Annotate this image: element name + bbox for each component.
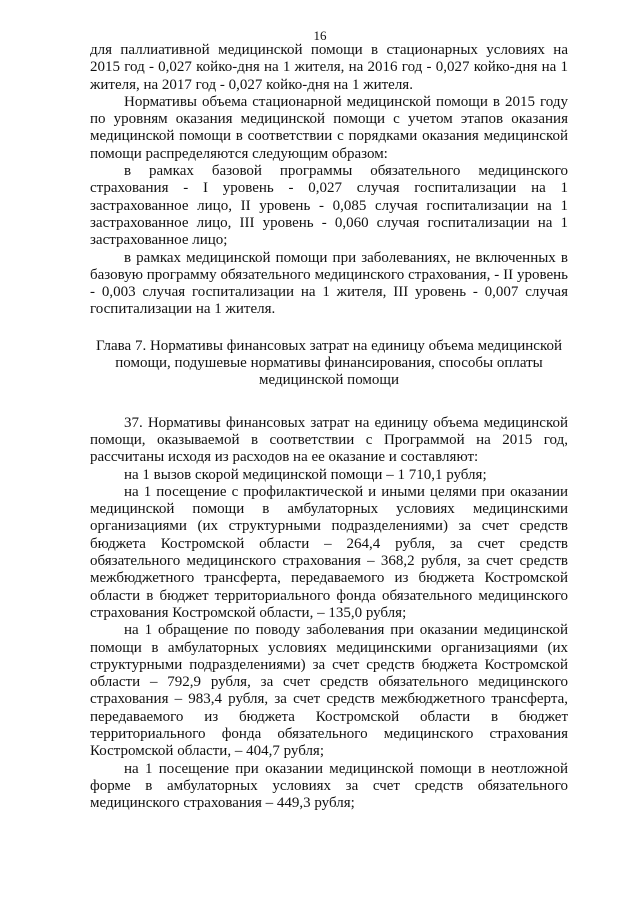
paragraph-37-intro: 37. Нормативы финансовых затрат на единицу объема медицинской помощи, оказываемой в соответствии с Программой на 2015 год, рассчитаны исходя из расходов на ее оказание и составляют: (90, 414, 568, 466)
paragraph-non-basic-program-levels: в рамках медицинской помощи при заболеваниях, не включенных в базовую программу обязательного медицинского страхования, - II уровень - 0,003 случая госпитализации на 1 жителя, III уровень - 0,007 случая госпитализации на 1 жителя. (90, 249, 568, 318)
paragraph-basic-program-levels: в рамках базовой программы обязательного медицинского страхования - I уровень - 0,027 случая госпитализации на 1 застрахованное лицо, II уровень - 0,085 случая госпитализации на 1 застрахованное лицо, III уровень - 0,060 случая госпитализации на 1 застрахованное лицо; (90, 163, 568, 249)
chapter-7-heading: Глава 7. Нормативы финансовых затрат на единицу объема медицинской помощи, подушевые нормативы финансирования, способы оплаты медицинской помощи (95, 337, 563, 389)
paragraph-urgent-visit-cost: на 1 посещение при оказании медицинской помощи в неотложной форме в амбулаторных условиях за счет средств обязательного медицинского страхования – 449,3 рубля; (90, 760, 568, 812)
document-body (90, 42, 568, 812)
paragraph-inpatient-volume-norms: Нормативы объема стационарной медицинской помощи в 2015 году по уровням оказания медицинской помощи с учетом этапов оказания медицинской помощи в соответствии с порядками оказания медицинской помощи распределяются следующим образом: (90, 93, 568, 162)
paragraph-ambulance-call-cost: на 1 вызов скорой медицинской помощи – 1 710,1 рубля; (124, 466, 487, 483)
page-number: 16 (313, 28, 327, 43)
paragraph-palliative-norms: для паллиативной медицинской помощи в стационарных условиях на 2015 год - 0,027 койко-дня на 1 жителя, на 2016 год - 0,027 койко-дня на 1 жителя, на 2017 год - 0,027 койко-дня на 1 жителя. (90, 42, 568, 93)
paragraph-preventive-visit-cost: на 1 посещение с профилактической и иными целями при оказании медицинской помощи в амбулаторных условиях медицинскими организациями (их структурными подразделениями) за счет средств бюджета Костромской области – 264,4 рубля, за счет средств обязательного медицинского страхования – 368,2 рубля, за счет средств межбюджетного трансферта, передаваемого из бюджета Костромской области в бюджет территориального фонда обязательного медицинского страхования Костромской области, – 135,0 рубля; (90, 483, 568, 621)
paragraph-disease-visit-cost: на 1 обращение по поводу заболевания при оказании медицинской помощи в амбулаторных условиях медицинскими организациями (их структурными подразделениями) за счет средств бюджета Костромской области – 792,9 рубля, за счет средств обязательного медицинского страхования – 983,4 рубля, за счет средств межбюджетного трансферта, передаваемого из бюджета Костромской области в бюджет территориального фонда обязательного медицинского страхования Костромской области, – 404,7 рубля; (90, 622, 568, 760)
